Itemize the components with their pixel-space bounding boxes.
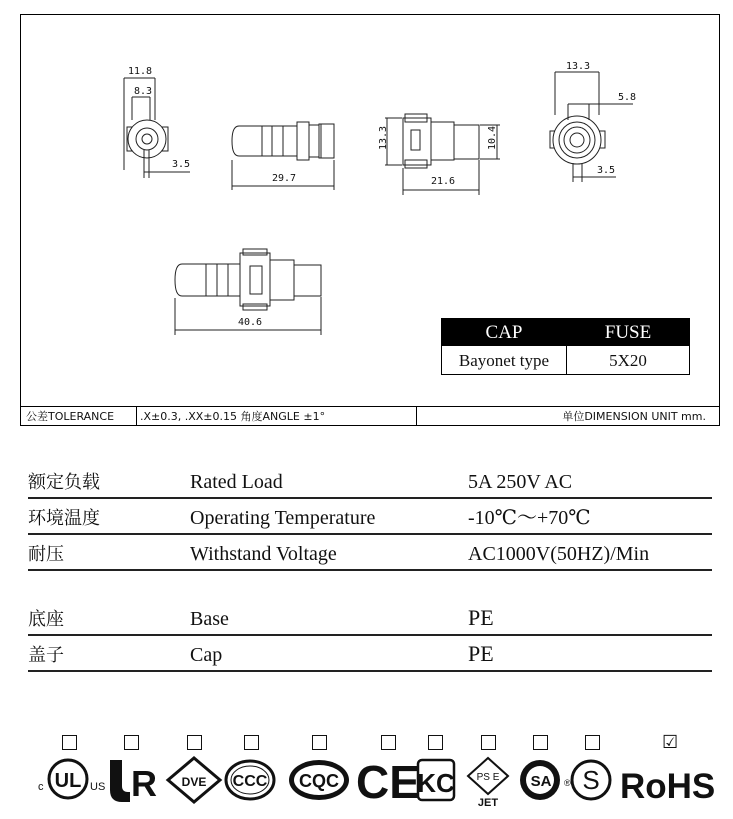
dim-end-inner: 8.3 <box>134 86 153 97</box>
spec-value: 5A 250V AC <box>468 471 573 493</box>
cap-fuse-table <box>441 318 690 375</box>
cap-header: CAP <box>442 319 566 346</box>
spec-en: Withstand Voltage <box>190 543 337 565</box>
rohs-logo <box>620 767 715 806</box>
spec-en: Operating Temperature <box>190 507 376 529</box>
ccc-mark: CCC <box>232 773 268 790</box>
tolerance-label: 公差TOLERANCE <box>26 410 115 423</box>
dim-body-thread: 10.4 <box>487 125 498 150</box>
cap-value: Bayonet type <box>458 350 550 370</box>
dim-body-length: 21.6 <box>431 176 456 187</box>
checkbox-vde[interactable] <box>187 735 202 750</box>
assembled-view <box>175 249 321 335</box>
checkbox-pse[interactable] <box>481 735 496 750</box>
base-end-view <box>550 61 636 182</box>
dimension-unit: 单位DIMENSION UNIT mm. <box>562 410 706 423</box>
cul-us: US <box>90 781 106 793</box>
dim-base-inner: 5.8 <box>618 92 637 103</box>
dim-end-side: 3.5 <box>172 159 191 170</box>
vde-mark: DVE <box>181 775 207 789</box>
cul-mark: UL <box>54 770 82 792</box>
dim-assembled-length: 40.6 <box>238 317 263 328</box>
tolerance-bar <box>20 406 720 426</box>
material-cn: 盖子 <box>28 645 64 666</box>
dim-cap-length: 29.7 <box>272 173 297 184</box>
cul-c: c <box>38 781 44 793</box>
checkbox-ce[interactable] <box>381 735 396 750</box>
pse-logo <box>468 758 508 809</box>
ccc-logo <box>226 761 274 799</box>
end-view <box>124 66 190 178</box>
checkbox-ur[interactable] <box>124 735 139 750</box>
cqc-mark: CQC <box>299 771 339 791</box>
pse-jet: JET <box>477 797 499 809</box>
spec-cn: 环境温度 <box>28 508 100 529</box>
csa-mark: SA <box>530 773 552 790</box>
kc-logo <box>417 760 455 800</box>
checkbox-kc[interactable] <box>428 735 443 750</box>
material-en: Cap <box>190 644 223 666</box>
end-view-hole <box>142 134 152 144</box>
assembled-base <box>240 253 270 306</box>
spec-cn: 额定负载 <box>28 472 100 493</box>
cul-us-logo <box>38 760 105 798</box>
assembled-cap <box>175 264 240 296</box>
dim-base-outer: 13.3 <box>566 61 591 72</box>
spec-cn: 耐压 <box>28 544 64 565</box>
material-row-base <box>28 600 712 636</box>
base-body <box>403 118 431 165</box>
tolerance-value: .X±0.3, .XX±0.15 角度ANGLE ±1° <box>140 410 326 423</box>
base-side-view <box>378 114 500 195</box>
svg-text:®: ® <box>564 778 571 788</box>
ce-logo <box>356 756 420 808</box>
spec-value: AC1000V(50HZ)/Min <box>468 543 650 565</box>
checkbox-ccc[interactable] <box>244 735 259 750</box>
cap-body <box>232 126 297 156</box>
spec-en: Rated Load <box>190 471 283 493</box>
material-value: PE <box>468 605 494 630</box>
dim-end-outer: 11.8 <box>128 66 153 77</box>
s-mark-logo <box>572 761 610 799</box>
checkbox-rohs-checked[interactable]: ☑ <box>662 732 679 752</box>
vde-logo <box>168 758 220 802</box>
dim-base-side: 3.5 <box>597 165 616 176</box>
spec-row-withstand-voltage <box>28 535 712 571</box>
checkbox-s[interactable] <box>585 735 600 750</box>
dim-body-height: 13.3 <box>378 125 389 150</box>
material-en: Base <box>190 608 229 630</box>
cap-collar <box>297 122 309 160</box>
fuse-value: 5X20 <box>609 350 647 370</box>
fuse-header: FUSE <box>567 319 689 346</box>
csa-logo <box>520 760 571 800</box>
pse-mark: PS E <box>476 772 500 783</box>
base-thread <box>454 125 479 159</box>
spec-row-operating-temperature <box>28 499 712 535</box>
ce-mark: CE <box>356 756 420 808</box>
spec-row-rated-load <box>28 463 712 499</box>
cqc-logo <box>289 760 349 800</box>
ur-logo <box>110 760 157 804</box>
spec-value: -10℃～+70℃ <box>468 507 591 529</box>
checkbox-cqc[interactable] <box>312 735 327 750</box>
rohs-mark: RoHS <box>620 767 716 806</box>
kc-mark: KC <box>417 768 455 798</box>
cap-side-view <box>232 122 334 190</box>
material-value: PE <box>468 641 494 666</box>
s-mark: S <box>582 765 600 795</box>
checkbox-csa[interactable] <box>533 735 548 750</box>
certification-logos <box>0 752 733 814</box>
base-end-outer <box>553 116 601 164</box>
material-cn: 底座 <box>28 609 64 630</box>
checkbox-cul[interactable] <box>62 735 77 750</box>
material-row-cap <box>28 636 712 672</box>
ur-mark: R <box>131 763 157 804</box>
